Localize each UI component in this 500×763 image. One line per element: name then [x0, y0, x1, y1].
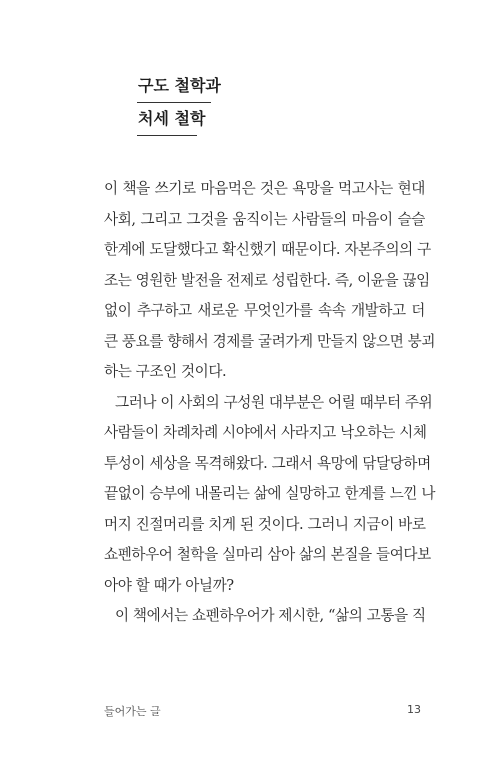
- body-line: 사람들이 차례차례 시야에서 사라지고 낙오하는 시체: [104, 424, 427, 441]
- body-line: 이 책에서는 쇼펜하우어가 제시한, “삶의 고통을 직: [115, 607, 426, 624]
- body-line: 큰 풍요를 향해서 경제를 굴려가게 만들지 않으면 붕괴: [104, 332, 436, 350]
- heading-line-2: 처세 철학: [138, 109, 206, 128]
- chapter-heading: [137, 76, 223, 136]
- body-line: 끝없이 승부에 내몰리는 삶에 실망하고 한계를 느낀 나: [104, 485, 436, 502]
- running-footer-title: 들어가는 글: [104, 705, 161, 718]
- body-line: 없이 추구하고 새로운 무엇인가를 속속 개발하고 더: [104, 302, 425, 319]
- body-text: [104, 174, 436, 632]
- body-line: 아야 할 때가 아닐까?: [104, 576, 234, 594]
- body-line: 쇼펜하우어 철학을 실마리 삼아 삶의 본질을 들여다보: [104, 546, 431, 563]
- body-line: 이 책을 쓰기로 마음먹은 것은 욕망을 먹고사는 현대: [104, 180, 425, 197]
- heading-underline-1: [137, 102, 211, 103]
- body-line: 한계에 도달했다고 확신했기 때문이다. 자본주의의 구: [104, 241, 431, 258]
- body-line: 그러나 이 사회의 구성원 대부분은 어릴 때부터 주위: [115, 393, 433, 411]
- body-line: 하는 구조인 것이다.: [104, 363, 227, 380]
- heading-line-1: 구도 철학과: [138, 76, 221, 95]
- heading-underline-2: [137, 135, 197, 136]
- body-line: 머지 진절머리를 치게 된 것이다. 그러니 지금이 바로: [104, 515, 426, 533]
- body-line: 조는 영원한 발전을 전제로 성립한다. 즉, 이윤을 끊임: [104, 271, 430, 289]
- body-line: 투성이 세상을 목격해왔다. 그래서 욕망에 닦달당하며: [104, 454, 431, 472]
- page-number: 13: [407, 703, 421, 716]
- body-line: 사회, 그리고 그것을 움직이는 사람들의 마음이 슬슬: [104, 210, 425, 228]
